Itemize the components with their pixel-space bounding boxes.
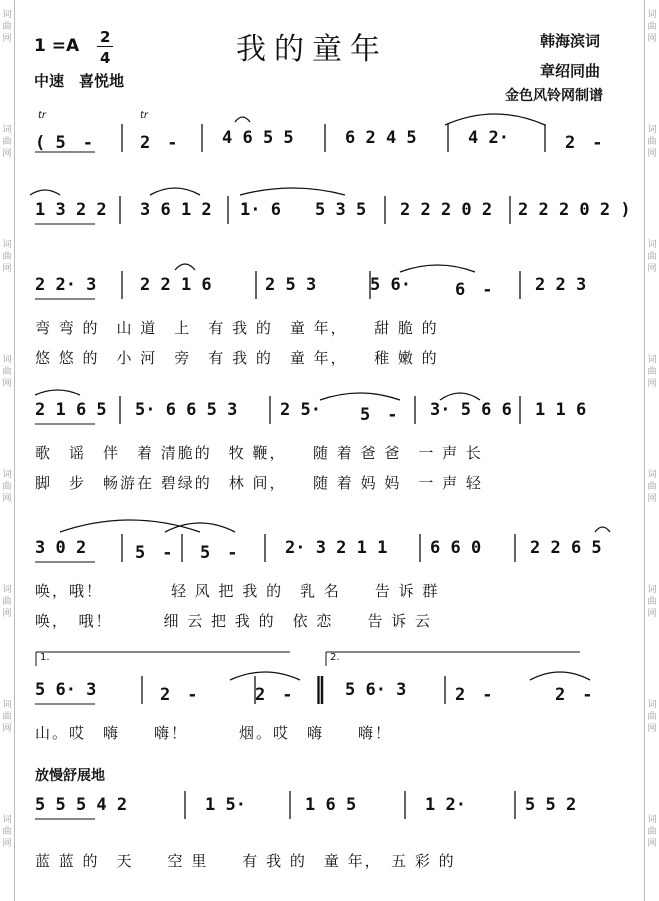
note-group: 4 2· [468,128,509,148]
note-group: 4 6 5 5 [222,128,294,148]
watermark-char: 词 [2,585,12,595]
watermark-char: 词 [2,470,12,480]
volta-label: 1. [40,652,50,663]
note-group: 1 5· [205,795,246,815]
watermark-char: 曲 [647,22,657,32]
note-group: 5 5 5 4 2 [35,795,128,815]
note-group: 2 2 3 [535,275,587,295]
note-group: 3 6 1 2 [140,200,212,220]
watermark-char: 网 [2,149,12,159]
watermark-char: 网 [647,149,657,159]
slur [320,393,400,400]
note-group: 5 6· [370,275,411,295]
lyric-verse-2: 悠 悠 的 小 河 旁 有 我 的 童 年， 稚 嫩 的 [35,349,439,367]
watermark-char: 词 [647,470,657,480]
watermark-char: 曲 [647,137,657,147]
watermark-char: 曲 [2,827,12,837]
note-group: 2 - [140,133,178,153]
watermark-char: 曲 [2,252,12,262]
watermark-char: 词 [647,815,657,825]
note-group: 2 2 1 6 [140,275,212,295]
note-group: 6 - [455,280,493,300]
watermark-char: 曲 [2,597,12,607]
watermark-char: 曲 [647,597,657,607]
note-group: 2 2 2 0 2 [400,200,493,220]
composer: 章绍同曲 [540,62,601,80]
watermark-char: 曲 [647,482,657,492]
tie [445,114,545,125]
time-signature-bottom: 4 [100,49,111,67]
note-group: 2 - [160,685,198,705]
note-group: 2 2 2 0 2 ) [518,200,631,220]
slur [35,390,80,395]
slur [175,264,195,270]
note-group: 1 6 5 [305,795,357,815]
volta-label: 2. [330,652,340,663]
watermark-char: 曲 [2,22,12,32]
slur [235,117,250,122]
lyric-verse-1: 唤，哦！ 轻 风 把 我 的 乳 名 告 诉 群 [35,582,440,600]
key-signature: 1 =A [34,36,80,56]
song-title: 我的童年 [236,32,388,67]
trill-mark: tr [38,110,47,121]
watermark-char: 网 [647,494,657,504]
slur [30,190,60,195]
note-group: 5 - [200,543,238,563]
lyric-verse-1: 弯 弯 的 山 道 上 有 我 的 童 年， 甜 脆 的 [35,319,439,337]
note-group: 5 6· 3 [35,680,97,700]
watermark-char: 曲 [2,482,12,492]
watermark-char: 网 [2,379,12,389]
note-group: 5· 6 6 5 3 [135,400,238,420]
section-marking: 放慢舒展地 [35,768,105,784]
watermark-char: 网 [647,724,657,734]
watermark-char: 曲 [647,827,657,837]
watermark-char: 词 [647,355,657,365]
watermark-char: 词 [2,355,12,365]
watermark-char: 曲 [2,712,12,722]
note-group: 5 - [135,543,173,563]
watermark-char: 网 [2,34,12,44]
note-group: 2 - [455,685,493,705]
watermark-char: 词 [2,10,12,20]
lyric-verse-1: 歌 谣 伴 着 清脆的 牧 鞭， 随 着 爸 爸 一 声 长 [35,444,483,462]
watermark-char: 网 [647,34,657,44]
lyric-verse-2: 唤， 哦！ 细 云 把 我 的 依 恋 告 诉 云 [35,612,432,630]
note-group: 2 1 6 5 [35,400,107,420]
lyric-verse-2: 脚 步 畅游在 碧绿的 林 间， 随 着 妈 妈 一 声 轻 [35,474,483,492]
watermark-char: 曲 [647,367,657,377]
lyricist: 韩海滨词 [540,32,601,50]
tie [230,672,300,680]
lyric-verse-1: 蓝 蓝 的 天 空 里 有 我 的 童 年， 五 彩 的 [35,852,456,870]
note-group: 5 3 5 [315,200,367,220]
note-group: 2 5 3 [265,275,317,295]
watermark-char: 网 [647,264,657,274]
watermark-char: 网 [2,264,12,274]
watermark-char: 词 [2,125,12,135]
slur [150,188,200,195]
watermark-char: 曲 [647,252,657,262]
note-group: 6 6 0 [430,538,482,558]
note-group: 2 - [255,685,293,705]
tie [400,265,475,272]
watermark-char: 词 [647,585,657,595]
watermark-char: 曲 [647,712,657,722]
slur [440,393,480,400]
watermark-char: 网 [2,609,12,619]
watermark-char: 词 [647,240,657,250]
lyric-verse-1: 山。哎 嗨 嗨！ 烟。哎 嗨 嗨！ [35,724,393,742]
note-group: ( 5 - [35,133,93,153]
watermark-char: 网 [2,494,12,504]
watermark-char: 曲 [2,367,12,377]
watermark-char: 词 [2,815,12,825]
note-group: 2 - [555,685,593,705]
watermark-char: 词 [647,700,657,710]
watermark-char: 网 [2,839,12,849]
note-group: 2 - [565,133,603,153]
time-signature-top: 2 [100,28,111,46]
watermark-char: 网 [647,379,657,389]
note-group: 2 2 6 5 [530,538,602,558]
note-group: 5 6· 3 [345,680,407,700]
watermark-char: 网 [647,839,657,849]
tie [165,523,235,532]
note-group: 1 1 6 [535,400,587,420]
note-group: 2 2· 3 [35,275,97,295]
note-group: 1 3 2 2 [35,200,107,220]
trill-mark: tr [140,110,149,121]
note-group: 1· 6 [240,200,281,220]
watermark-char: 词 [647,125,657,135]
note-group: 3 0 2 [35,538,87,558]
score-maker: 金色风铃网制谱 [505,88,603,104]
note-group: 6 2 4 5 [345,128,417,148]
slur [595,527,610,532]
tie [530,672,590,680]
note-group: 5 5 2 [525,795,577,815]
watermark-char: 词 [2,700,12,710]
slur [240,188,345,195]
watermark-char: 曲 [2,137,12,147]
watermark-char: 网 [2,724,12,734]
note-group: 5 - [360,405,398,425]
tempo-marking: 中速 喜悦地 [34,72,125,90]
note-group: 1 2· [425,795,466,815]
watermark-char: 词 [2,240,12,250]
note-group: 3· 5 6 6 [430,400,512,420]
watermark-char: 词 [647,10,657,20]
note-group: 2 5· [280,400,321,420]
watermark-char: 网 [647,609,657,619]
note-group: 2· 3 2 1 1 [285,538,388,558]
